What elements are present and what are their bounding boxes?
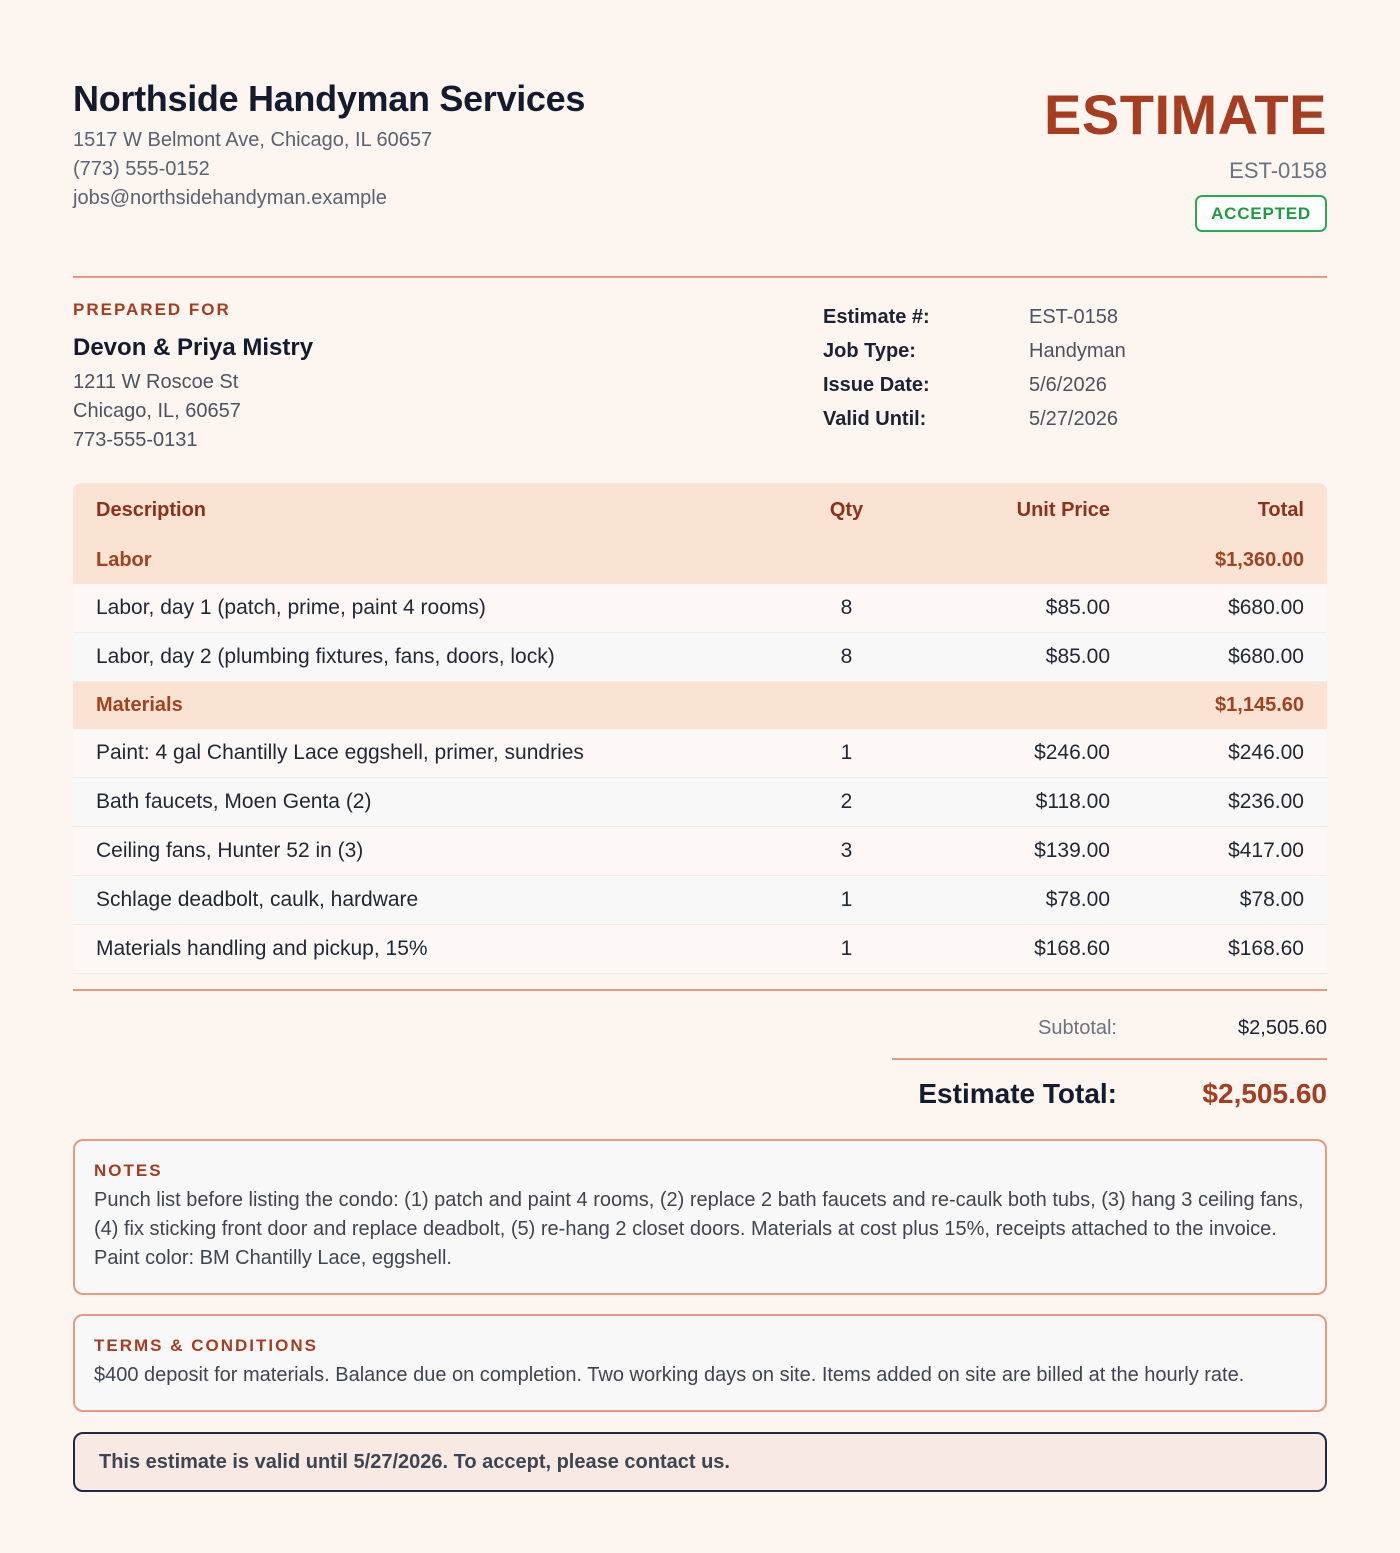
client-name: Devon & Priya Mistry: [73, 334, 314, 361]
item-description: Materials handling and pickup, 15%: [96, 937, 428, 960]
info-section: [73, 278, 1327, 483]
item-qty: 8: [840, 596, 853, 619]
table-row: [73, 778, 1327, 827]
item-total: $78.00: [1239, 888, 1304, 911]
subtotal-value: $2,505.60: [1238, 1017, 1327, 1039]
group-name: Labor: [96, 549, 152, 571]
item-description: Labor, day 2 (plumbing fixtures, fans, doors, lock): [96, 645, 555, 668]
group-total: $1,360.00: [1215, 549, 1304, 571]
item-unit-price: $139.00: [1034, 839, 1110, 862]
meta-value: 5/27/2026: [1029, 407, 1118, 430]
group-row-labor: [73, 537, 1327, 584]
table-row: [73, 729, 1327, 778]
company-address: 1517 W Belmont Ave, Chicago, IL 60657: [73, 129, 433, 151]
meta-key: Valid Until:: [823, 407, 927, 430]
item-qty: 1: [840, 888, 853, 911]
header-qty: Qty: [829, 498, 864, 521]
table-row: [73, 876, 1327, 925]
item-qty: 2: [840, 790, 853, 813]
grand-total-value: $2,505.60: [1202, 1078, 1327, 1109]
meta-row: [823, 368, 1126, 402]
notes-text: Punch list before listing the condo: (1) patch and paint 4 rooms, (2) replace 2 bath faucets and re-caulk both tubs, (3) hang 3 ceiling fans, (4) fix sticking front door and replace deadbolt, (5) re-hang 2 closet doors. Materials at cost plus 15%, receipts attached to the invoice. Paint color: BM Chantilly Lace, eggshell.: [94, 1189, 1304, 1269]
company-email: jobs@northsidehandyman.example: [73, 187, 387, 209]
meta-value: Handyman: [1029, 339, 1126, 362]
estimate-meta: [823, 300, 1126, 436]
item-unit-price: $168.60: [1034, 937, 1110, 960]
meta-row: [823, 402, 1126, 436]
item-qty: 8: [840, 645, 853, 668]
grand-total-label: Estimate Total:: [918, 1078, 1117, 1109]
totals-divider: [892, 1058, 1327, 1060]
totals-section: [73, 991, 1327, 1139]
item-total: $680.00: [1228, 645, 1304, 668]
table-bottom-rule: [73, 974, 1327, 991]
item-unit-price: $118.00: [1035, 790, 1110, 813]
item-total: $246.00: [1228, 741, 1304, 764]
item-description: Ceiling fans, Hunter 52 in (3): [96, 839, 364, 862]
table-row: [73, 633, 1327, 682]
company-phone: (773) 555-0152: [73, 158, 210, 180]
terms-title: TERMS & CONDITIONS: [94, 1336, 318, 1355]
meta-key: Estimate #:: [823, 305, 930, 328]
meta-key: Job Type:: [823, 339, 916, 362]
table-row: [73, 584, 1327, 633]
item-total: $168.60: [1228, 937, 1304, 960]
item-qty: 1: [840, 741, 853, 764]
prepared-for-block: [73, 300, 313, 455]
company-name: Northside Handyman Services: [73, 78, 586, 119]
validity-notice: [73, 1432, 1327, 1492]
item-total: $236.00: [1228, 790, 1304, 813]
meta-row: [823, 300, 1126, 334]
meta-key: Issue Date:: [823, 373, 930, 396]
item-description: Bath faucets, Moen Genta (2): [96, 790, 372, 813]
prepared-for-label: PREPARED FOR: [73, 300, 231, 319]
item-unit-price: $246.00: [1034, 741, 1110, 764]
document-title: ESTIMATE: [1044, 83, 1327, 146]
header-total: Total: [1257, 498, 1304, 521]
item-unit-price: $85.00: [1045, 596, 1110, 619]
notes-box: [73, 1139, 1327, 1295]
item-qty: 3: [840, 839, 853, 862]
client-city: Chicago, IL, 60657: [73, 400, 241, 422]
header-unit-price: Unit Price: [1016, 498, 1110, 521]
item-qty: 1: [840, 937, 853, 960]
item-unit-price: $85.00: [1045, 645, 1110, 668]
item-total: $680.00: [1228, 596, 1304, 619]
header-description: Description: [96, 498, 207, 521]
validity-text: This estimate is valid until 5/27/2026. To accept, please contact us.: [99, 1450, 730, 1473]
item-description: Paint: 4 gal Chantilly Lace eggshell, primer, sundries: [96, 741, 584, 764]
group-row-materials: [73, 682, 1327, 729]
terms-box: [73, 1314, 1327, 1412]
item-total: $417.00: [1228, 839, 1304, 862]
item-unit-price: $78.00: [1045, 888, 1110, 911]
meta-row: [823, 334, 1126, 368]
terms-text: $400 deposit for materials. Balance due on completion. Two working days on site. Items added on site are billed at the hourly rate.: [94, 1364, 1245, 1386]
meta-value: EST-0158: [1029, 305, 1118, 328]
document-number: EST-0158: [1229, 158, 1327, 183]
table-header: [73, 483, 1327, 537]
client-street: 1211 W Roscoe St: [73, 371, 239, 393]
table-row: [73, 925, 1327, 974]
group-total: $1,145.60: [1215, 694, 1304, 716]
status-badge: ACCEPTED: [1195, 195, 1327, 232]
notes-title: NOTES: [94, 1161, 163, 1180]
group-name: Materials: [96, 694, 183, 716]
company-block: [73, 78, 585, 213]
line-items-table: [73, 483, 1327, 991]
item-description: Labor, day 1 (patch, prime, paint 4 rooms): [96, 596, 486, 619]
item-description: Schlage deadbolt, caulk, hardware: [96, 888, 419, 911]
subtotal-label: Subtotal:: [1038, 1017, 1117, 1039]
client-phone: 773-555-0131: [73, 429, 198, 451]
table-row: [73, 827, 1327, 876]
meta-value: 5/6/2026: [1029, 373, 1107, 396]
document-header: [73, 0, 1327, 278]
